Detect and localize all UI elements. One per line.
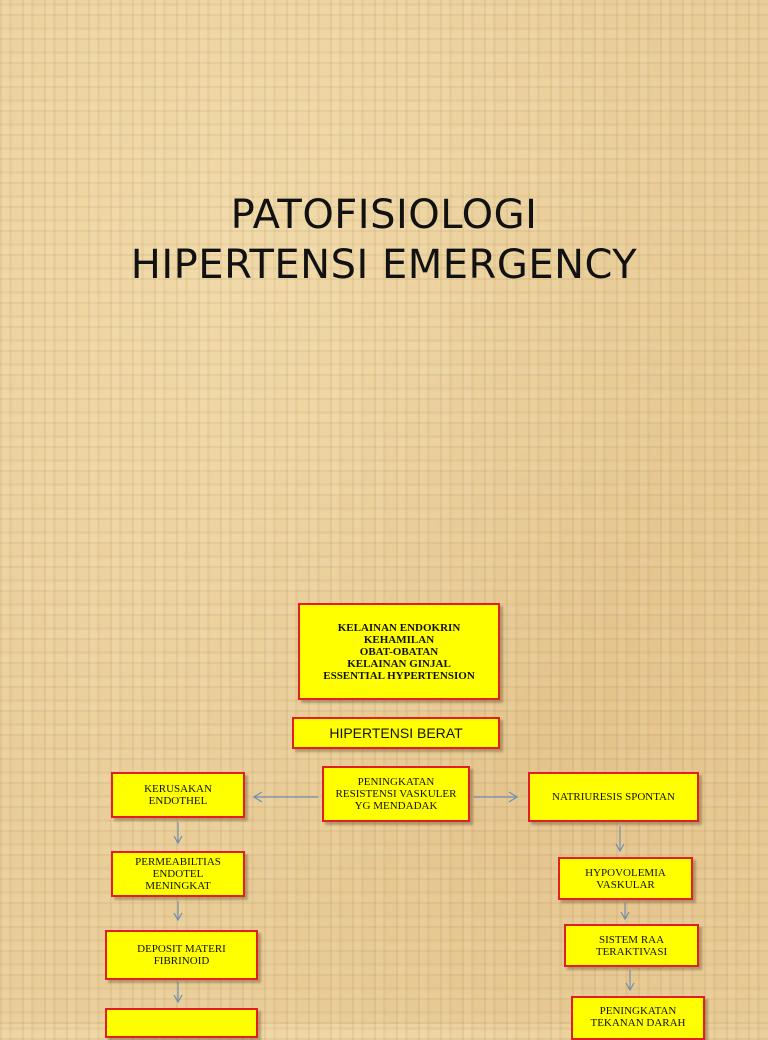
permeabilitas-line-1: PERMEABILTIAS — [135, 856, 221, 868]
tekanan-line-1: PENINGKATAN — [599, 1005, 677, 1017]
hypovolemia-line-1: HYPOVOLEMIA — [585, 866, 666, 879]
kerusakan-line-1: KERUSAKAN — [144, 783, 212, 795]
kerusakan-endothel-box — [111, 772, 245, 818]
hypovolemia-line-2: VASKULAR — [596, 878, 655, 891]
resistensi-line-1: PENINGKATAN — [357, 776, 435, 788]
raa-line-1: SISTEM RAA — [598, 933, 665, 946]
deposit-line-2: FIBRINOID — [153, 955, 210, 967]
title-line-2: HIPERTENSI EMERGENCY — [130, 242, 638, 288]
sistem-raa-box — [564, 924, 699, 967]
title-line-1: PATOFISIOLOGI — [230, 192, 538, 238]
cause-essential: ESSENTIAL HYPERTENSION — [323, 669, 475, 682]
permeabilitas-line-3: MENINGKAT — [145, 880, 211, 892]
permeabilitas-line-2: ENDOTEL — [152, 868, 204, 880]
cause-kehamilan: KEHAMILAN — [363, 633, 435, 646]
tekanan-line-2: TEKANAN DARAH — [590, 1017, 686, 1029]
cause-ginjal: KELAINAN GINJAL — [347, 657, 451, 670]
natriuresis-label: NATRIURESIS SPONTAN — [552, 791, 675, 803]
permeabilitas-box — [111, 851, 245, 897]
causes-box — [298, 603, 500, 700]
resistensi-line-3: YG MENDADAK — [354, 800, 438, 812]
next-left-box — [105, 1008, 258, 1038]
kerusakan-line-2: ENDOTHEL — [148, 795, 208, 807]
hipertensi-berat-box — [292, 717, 500, 749]
hypovolemia-box — [558, 857, 693, 900]
cause-obat: OBAT-OBATAN — [359, 645, 439, 658]
natriuresis-box — [528, 772, 699, 822]
resistensi-line-2: RESISTENSI VASKULER — [335, 788, 457, 800]
raa-line-2: TERAKTIVASI — [595, 945, 668, 958]
hipertensi-berat-label: HIPERTENSI BERAT — [329, 725, 463, 741]
peningkatan-resistensi-box — [322, 766, 470, 822]
deposit-fibrinoid-box — [105, 930, 258, 980]
deposit-line-1: DEPOSIT MATERI — [137, 943, 226, 955]
cause-endokrin: KELAINAN ENDOKRIN — [337, 621, 461, 634]
peningkatan-tekanan-box — [571, 996, 705, 1040]
